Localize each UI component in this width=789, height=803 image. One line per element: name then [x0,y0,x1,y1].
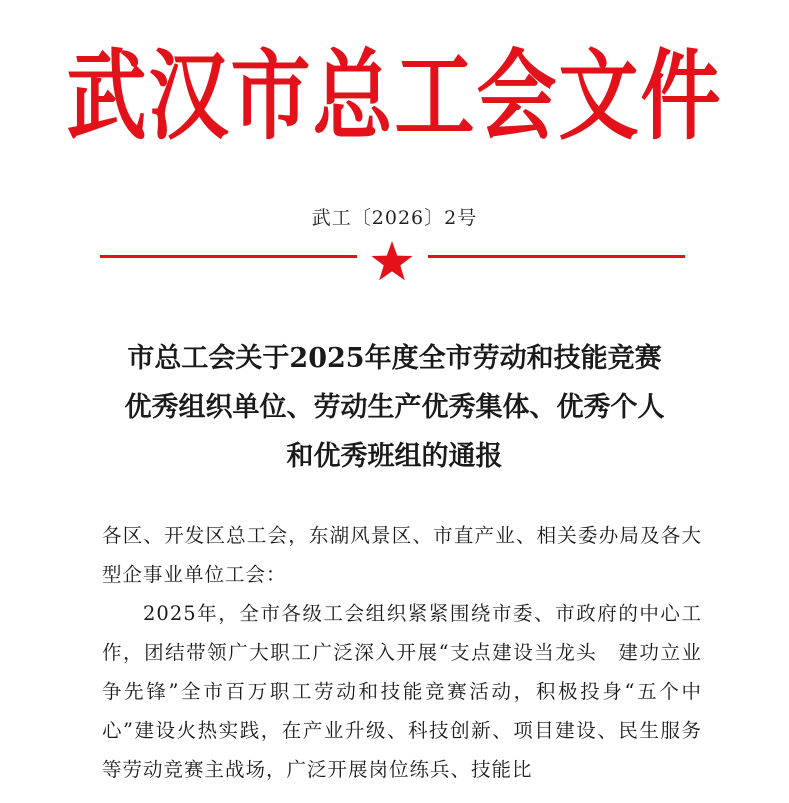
document-number: 武工〔2026〕2号 [311,207,478,229]
star-icon [370,240,414,282]
document-body [102,516,702,789]
masthead: 武汉市总工会文件 [66,39,723,154]
divider-rule-left [100,255,357,258]
document-title [60,334,729,481]
title-line: 优秀组织单位、劳动生产优秀集体、优秀个人 [124,392,665,423]
addressee: 各区、开发区总工会，东湖风景区、市直产业、相关委办局及各大型企事业单位工会： [102,524,702,586]
divider-rule-right [428,255,685,258]
title-line: 市总工会关于2025年度全市劳动和技能竞赛 [127,343,662,374]
title-line: 和优秀班组的通报 [286,441,503,472]
body-paragraph: 2025年，全市各级工会组织紧紧围绕市委、市政府的中心工作，团结带领广大职工广泛深入开展“支点建设当龙头 建功立业争先锋”全市百万职工劳动和技能竞赛活动，积极投身“五个中心”建设火热实践，在产业升级、科技创新、项目建设、民生服务等劳动竞赛主战场，广泛开展岗位练兵、技能比 [102,602,702,781]
